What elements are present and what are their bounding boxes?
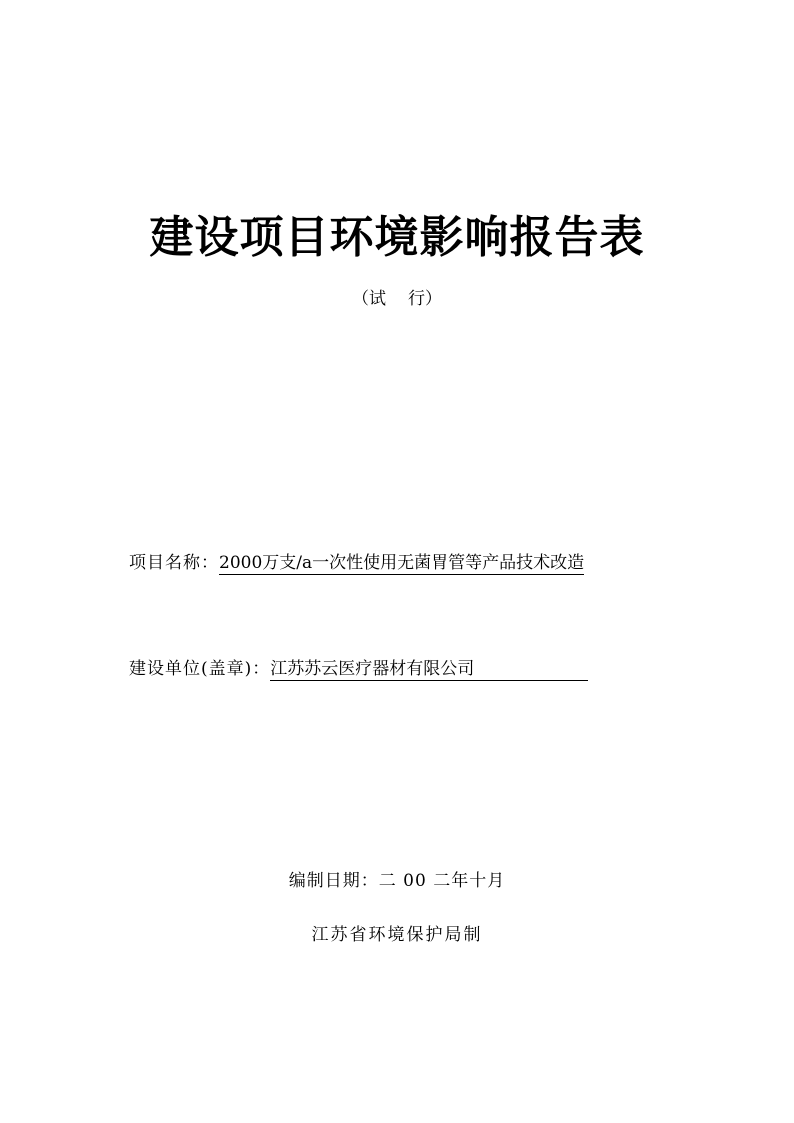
subtitle-open: （试 xyxy=(352,289,386,309)
construction-unit-field xyxy=(129,657,588,681)
compile-date xyxy=(0,869,794,893)
compile-date-value: 二 00 二年十月 xyxy=(378,871,506,891)
document-subtitle xyxy=(0,287,794,311)
project-name-value: 2000万支/a一次性使用无菌胃管等产品技术改造 xyxy=(219,553,585,573)
project-name-label: 项目名称： xyxy=(129,553,219,573)
document-title: 建设项目环境影响报告表 xyxy=(149,212,645,263)
construction-unit-value: 江苏苏云医疗器材有限公司 xyxy=(270,658,588,681)
subtitle-close: 行） xyxy=(408,289,442,309)
compile-date-label: 编制日期： xyxy=(288,871,379,891)
construction-unit-label: 建设单位(盖章)： xyxy=(129,659,271,679)
project-name-field xyxy=(129,551,584,575)
issuing-authority: 江苏省环境保护局制 xyxy=(311,925,483,945)
